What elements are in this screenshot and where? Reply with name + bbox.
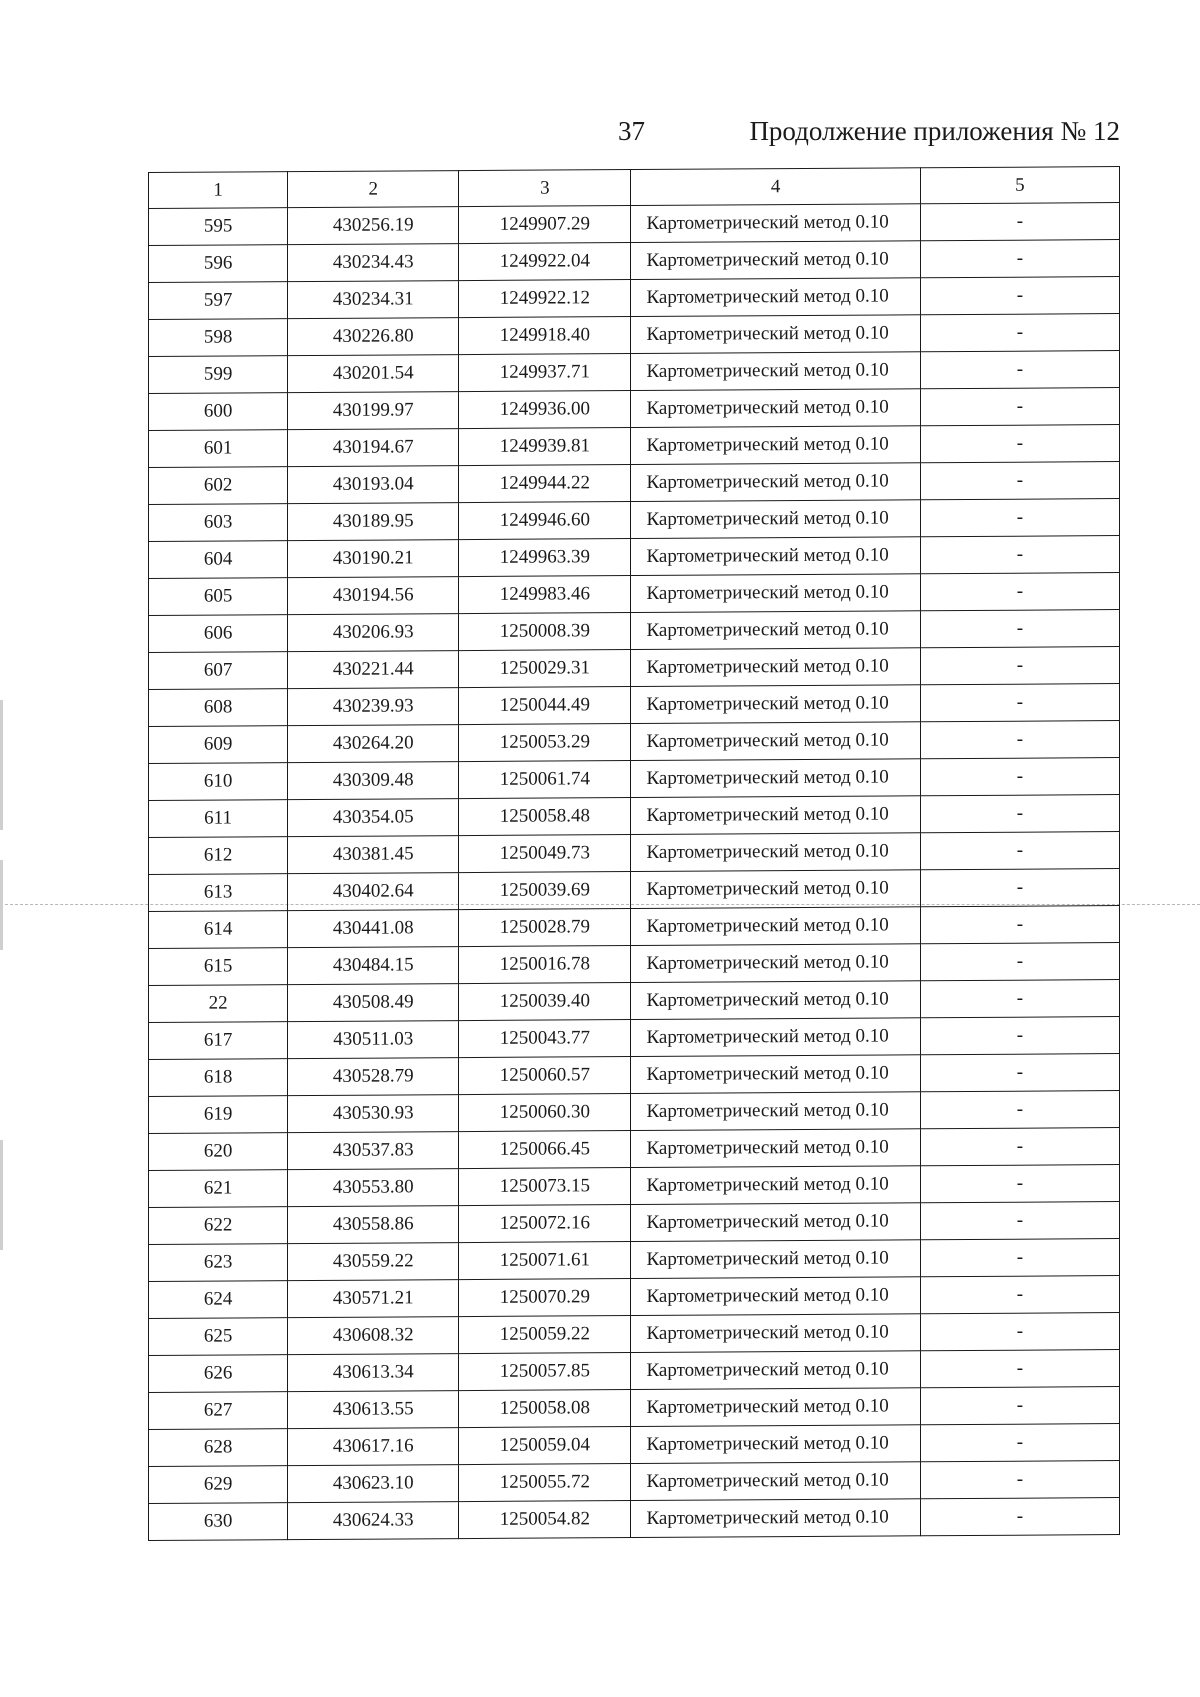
x-coordinate-cell: 430201.54 — [288, 355, 459, 393]
table-row — [149, 1313, 1120, 1356]
x-coordinate-cell: 430194.67 — [288, 429, 459, 467]
y-coordinate-cell: 1249922.04 — [459, 243, 631, 281]
note-cell: - — [920, 1387, 1119, 1425]
method-cell: Картометрический метод 0.10 — [631, 1203, 920, 1242]
note-cell: - — [920, 1276, 1119, 1314]
y-coordinate-cell: 1249936.00 — [459, 391, 631, 429]
table-row — [149, 203, 1120, 246]
y-coordinate-cell: 1250057.85 — [459, 1353, 631, 1391]
note-cell: - — [920, 351, 1119, 389]
note-cell: - — [920, 314, 1119, 352]
point-number-cell: 610 — [149, 763, 288, 801]
x-coordinate-cell: 430199.97 — [288, 392, 459, 430]
note-cell: - — [920, 980, 1119, 1018]
point-number-cell: 623 — [149, 1244, 288, 1282]
scan-edge-mark — [0, 860, 3, 950]
method-cell: Картометрический метод 0.10 — [631, 1277, 920, 1316]
x-coordinate-cell: 430194.56 — [288, 577, 459, 615]
table-row — [149, 1017, 1120, 1060]
y-coordinate-cell: 1249939.81 — [459, 428, 631, 466]
y-coordinate-cell: 1249907.29 — [459, 206, 631, 244]
method-cell: Картометрический метод 0.10 — [631, 1240, 920, 1279]
y-coordinate-cell: 1250043.77 — [459, 1020, 631, 1058]
table-body — [149, 203, 1120, 1541]
method-cell: Картометрический метод 0.10 — [631, 315, 920, 354]
point-number-cell: 598 — [149, 319, 288, 357]
page-number: 37 — [618, 116, 645, 146]
note-cell: - — [920, 536, 1119, 574]
x-coordinate-cell: 430381.45 — [288, 836, 459, 874]
x-coordinate-cell: 430206.93 — [288, 614, 459, 652]
table-row — [149, 1202, 1120, 1245]
x-coordinate-cell: 430608.32 — [288, 1317, 459, 1355]
method-cell: Картометрический метод 0.10 — [631, 1092, 920, 1131]
note-cell: - — [920, 499, 1119, 537]
method-cell: Картометрический метод 0.10 — [631, 278, 920, 317]
table-row — [149, 314, 1120, 357]
point-number-cell: 608 — [149, 689, 288, 727]
y-coordinate-cell: 1250039.69 — [459, 872, 631, 910]
note-cell: - — [920, 1498, 1119, 1536]
note-cell: - — [920, 425, 1119, 463]
note-cell: - — [920, 906, 1119, 944]
y-coordinate-cell: 1249918.40 — [459, 317, 631, 355]
y-coordinate-cell: 1250066.45 — [459, 1131, 631, 1169]
point-number-cell: 604 — [149, 541, 288, 579]
note-cell: - — [920, 832, 1119, 870]
method-cell: Картометрический метод 0.10 — [631, 1055, 920, 1094]
note-cell: - — [920, 795, 1119, 833]
method-cell: Картометрический метод 0.10 — [631, 574, 920, 613]
method-cell: Картометрический метод 0.10 — [631, 722, 920, 761]
table-row — [149, 1091, 1120, 1134]
method-cell: Картометрический метод 0.10 — [631, 1425, 920, 1464]
x-coordinate-cell: 430617.16 — [288, 1428, 459, 1466]
x-coordinate-cell: 430256.19 — [288, 207, 459, 245]
note-cell: - — [920, 388, 1119, 426]
point-number-cell: 602 — [149, 467, 288, 505]
y-coordinate-cell: 1250016.78 — [459, 946, 631, 984]
x-coordinate-cell: 430613.55 — [288, 1391, 459, 1429]
point-number-cell: 600 — [149, 393, 288, 431]
table-header-row — [149, 167, 1120, 209]
note-cell: - — [920, 869, 1119, 907]
note-cell: - — [920, 610, 1119, 648]
column-header: 2 — [288, 171, 459, 208]
y-coordinate-cell: 1250039.40 — [459, 983, 631, 1021]
note-cell: - — [920, 573, 1119, 611]
column-header: 5 — [920, 167, 1119, 204]
method-cell: Картометрический метод 0.10 — [631, 611, 920, 650]
method-cell: Картометрический метод 0.10 — [631, 981, 920, 1020]
y-coordinate-cell: 1250071.61 — [459, 1242, 631, 1280]
point-number-cell: 624 — [149, 1281, 288, 1319]
x-coordinate-cell: 430309.48 — [288, 762, 459, 800]
x-coordinate-cell: 430234.31 — [288, 281, 459, 319]
point-number-cell: 609 — [149, 726, 288, 764]
note-cell: - — [920, 1350, 1119, 1388]
table-row — [149, 758, 1120, 801]
y-coordinate-cell: 1249922.12 — [459, 280, 631, 318]
method-cell: Картометрический метод 0.10 — [631, 389, 920, 428]
method-cell: Картометрический метод 0.10 — [631, 1166, 920, 1205]
x-coordinate-cell: 430528.79 — [288, 1058, 459, 1096]
x-coordinate-cell: 430537.83 — [288, 1132, 459, 1170]
point-number-cell: 605 — [149, 578, 288, 616]
table-row — [149, 1239, 1120, 1282]
point-number-cell: 606 — [149, 615, 288, 653]
scan-edge-mark — [0, 1140, 3, 1250]
note-cell: - — [920, 1424, 1119, 1462]
table-row — [149, 832, 1120, 875]
method-cell: Картометрический метод 0.10 — [631, 907, 920, 946]
method-cell: Картометрический метод 0.10 — [631, 241, 920, 280]
y-coordinate-cell: 1250061.74 — [459, 761, 631, 799]
method-cell: Картометрический метод 0.10 — [631, 685, 920, 724]
note-cell: - — [920, 1239, 1119, 1277]
point-number-cell: 618 — [149, 1059, 288, 1097]
note-cell: - — [920, 1202, 1119, 1240]
note-cell: - — [920, 721, 1119, 759]
x-coordinate-cell: 430530.93 — [288, 1095, 459, 1133]
method-cell: Картометрический метод 0.10 — [631, 1018, 920, 1057]
y-coordinate-cell: 1250028.79 — [459, 909, 631, 947]
x-coordinate-cell: 430613.34 — [288, 1354, 459, 1392]
method-cell: Картометрический метод 0.10 — [631, 759, 920, 798]
x-coordinate-cell: 430558.86 — [288, 1206, 459, 1244]
note-cell: - — [920, 1017, 1119, 1055]
column-header: 3 — [459, 170, 631, 207]
table-row — [149, 906, 1120, 949]
table-row — [149, 943, 1120, 986]
y-coordinate-cell: 1249946.60 — [459, 502, 631, 540]
table-row — [149, 425, 1120, 468]
x-coordinate-cell: 430508.49 — [288, 984, 459, 1022]
table-row — [149, 1387, 1120, 1430]
point-number-cell: 611 — [149, 800, 288, 838]
method-cell: Картометрический метод 0.10 — [631, 500, 920, 539]
table-row — [149, 536, 1120, 579]
x-coordinate-cell: 430221.44 — [288, 651, 459, 689]
table-row — [149, 795, 1120, 838]
y-coordinate-cell: 1249963.39 — [459, 539, 631, 577]
table-row — [149, 1461, 1120, 1504]
page-title: Продолжение приложения № 12 — [749, 116, 1120, 146]
point-number-cell: 22 — [149, 985, 288, 1023]
x-coordinate-cell: 430402.64 — [288, 873, 459, 911]
point-number-cell: 620 — [149, 1133, 288, 1171]
x-coordinate-cell: 430559.22 — [288, 1243, 459, 1281]
method-cell: Картометрический метод 0.10 — [631, 833, 920, 872]
column-header: 4 — [631, 168, 920, 206]
method-cell: Картометрический метод 0.10 — [631, 1462, 920, 1501]
method-cell: Картометрический метод 0.10 — [631, 1129, 920, 1168]
coordinates-table — [148, 166, 1120, 1541]
point-number-cell: 629 — [149, 1466, 288, 1504]
method-cell: Картометрический метод 0.10 — [631, 1351, 920, 1390]
table-row — [149, 1128, 1120, 1171]
table-row — [149, 980, 1120, 1023]
note-cell: - — [920, 647, 1119, 685]
table-row — [149, 869, 1120, 912]
point-number-cell: 607 — [149, 652, 288, 690]
x-coordinate-cell: 430189.95 — [288, 503, 459, 541]
table-row — [149, 277, 1120, 320]
page-header — [560, 108, 1120, 158]
table-row — [149, 499, 1120, 542]
y-coordinate-cell: 1250049.73 — [459, 835, 631, 873]
y-coordinate-cell: 1250058.48 — [459, 798, 631, 836]
method-cell: Картометрический метод 0.10 — [631, 204, 920, 243]
point-number-cell: 599 — [149, 356, 288, 394]
y-coordinate-cell: 1249937.71 — [459, 354, 631, 392]
table-row — [149, 1054, 1120, 1097]
note-cell: - — [920, 203, 1119, 241]
x-coordinate-cell: 430484.15 — [288, 947, 459, 985]
table-row — [149, 1350, 1120, 1393]
point-number-cell: 626 — [149, 1355, 288, 1393]
method-cell: Картометрический метод 0.10 — [631, 1314, 920, 1353]
table-row — [149, 684, 1120, 727]
note-cell: - — [920, 1054, 1119, 1092]
y-coordinate-cell: 1250044.49 — [459, 687, 631, 725]
method-cell: Картометрический метод 0.10 — [631, 1499, 920, 1538]
point-number-cell: 621 — [149, 1170, 288, 1208]
y-coordinate-cell: 1250073.15 — [459, 1168, 631, 1206]
y-coordinate-cell: 1250060.57 — [459, 1057, 631, 1095]
point-number-cell: 603 — [149, 504, 288, 542]
x-coordinate-cell: 430193.04 — [288, 466, 459, 504]
point-number-cell: 601 — [149, 430, 288, 468]
point-number-cell: 627 — [149, 1392, 288, 1430]
y-coordinate-cell: 1249944.22 — [459, 465, 631, 503]
point-number-cell: 619 — [149, 1096, 288, 1134]
note-cell: - — [920, 1461, 1119, 1499]
table-row — [149, 573, 1120, 616]
point-number-cell: 615 — [149, 948, 288, 986]
y-coordinate-cell: 1250029.31 — [459, 650, 631, 688]
method-cell: Картометрический метод 0.10 — [631, 944, 920, 983]
x-coordinate-cell: 430234.43 — [288, 244, 459, 282]
x-coordinate-cell: 430226.80 — [288, 318, 459, 356]
table-row — [149, 462, 1120, 505]
table-row — [149, 240, 1120, 283]
method-cell: Картометрический метод 0.10 — [631, 463, 920, 502]
table-row — [149, 610, 1120, 653]
point-number-cell: 628 — [149, 1429, 288, 1467]
y-coordinate-cell: 1250072.16 — [459, 1205, 631, 1243]
point-number-cell: 617 — [149, 1022, 288, 1060]
method-cell: Картометрический метод 0.10 — [631, 796, 920, 835]
method-cell: Картометрический метод 0.10 — [631, 648, 920, 687]
point-number-cell: 597 — [149, 282, 288, 320]
point-number-cell: 595 — [149, 208, 288, 246]
x-coordinate-cell: 430511.03 — [288, 1021, 459, 1059]
note-cell: - — [920, 1128, 1119, 1166]
y-coordinate-cell: 1250054.82 — [459, 1501, 631, 1539]
method-cell: Картометрический метод 0.10 — [631, 870, 920, 909]
y-coordinate-cell: 1249983.46 — [459, 576, 631, 614]
y-coordinate-cell: 1250059.04 — [459, 1427, 631, 1465]
point-number-cell: 596 — [149, 245, 288, 283]
x-coordinate-cell: 430624.33 — [288, 1502, 459, 1540]
note-cell: - — [920, 943, 1119, 981]
point-number-cell: 630 — [149, 1503, 288, 1541]
x-coordinate-cell: 430553.80 — [288, 1169, 459, 1207]
note-cell: - — [920, 1313, 1119, 1351]
x-coordinate-cell: 430264.20 — [288, 725, 459, 763]
note-cell: - — [920, 277, 1119, 315]
note-cell: - — [920, 240, 1119, 278]
point-number-cell: 622 — [149, 1207, 288, 1245]
y-coordinate-cell: 1250053.29 — [459, 724, 631, 762]
method-cell: Картометрический метод 0.10 — [631, 537, 920, 576]
x-coordinate-cell: 430571.21 — [288, 1280, 459, 1318]
table-row — [149, 388, 1120, 431]
table-row — [149, 1424, 1120, 1467]
table-row — [149, 351, 1120, 394]
point-number-cell: 612 — [149, 837, 288, 875]
note-cell: - — [920, 1091, 1119, 1129]
point-number-cell: 613 — [149, 874, 288, 912]
method-cell: Картометрический метод 0.10 — [631, 426, 920, 465]
y-coordinate-cell: 1250060.30 — [459, 1094, 631, 1132]
x-coordinate-cell: 430239.93 — [288, 688, 459, 726]
table-row — [149, 1498, 1120, 1541]
point-number-cell: 625 — [149, 1318, 288, 1356]
x-coordinate-cell: 430190.21 — [288, 540, 459, 578]
table-row — [149, 1276, 1120, 1319]
y-coordinate-cell: 1250058.08 — [459, 1390, 631, 1428]
x-coordinate-cell: 430354.05 — [288, 799, 459, 837]
column-header: 1 — [149, 172, 288, 209]
point-number-cell: 614 — [149, 911, 288, 949]
note-cell: - — [920, 758, 1119, 796]
table-row — [149, 721, 1120, 764]
table-row — [149, 647, 1120, 690]
y-coordinate-cell: 1250055.72 — [459, 1464, 631, 1502]
note-cell: - — [920, 462, 1119, 500]
y-coordinate-cell: 1250070.29 — [459, 1279, 631, 1317]
table-row — [149, 1165, 1120, 1208]
x-coordinate-cell: 430441.08 — [288, 910, 459, 948]
note-cell: - — [920, 1165, 1119, 1203]
method-cell: Картометрический метод 0.10 — [631, 1388, 920, 1427]
note-cell: - — [920, 684, 1119, 722]
x-coordinate-cell: 430623.10 — [288, 1465, 459, 1503]
method-cell: Картометрический метод 0.10 — [631, 352, 920, 391]
y-coordinate-cell: 1250059.22 — [459, 1316, 631, 1354]
y-coordinate-cell: 1250008.39 — [459, 613, 631, 651]
scan-edge-mark — [0, 700, 3, 830]
